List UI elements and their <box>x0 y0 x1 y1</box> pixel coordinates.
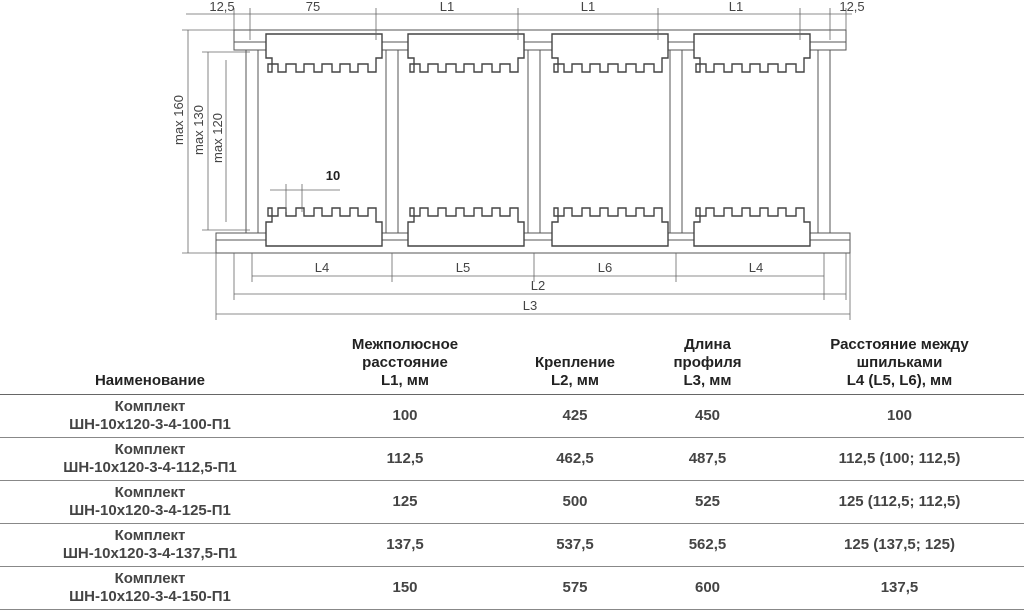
cell-l1: 125 <box>300 481 510 524</box>
table-row <box>0 567 1024 610</box>
header-line: профиля <box>673 354 742 371</box>
cell-name-line: Комплект <box>114 570 186 587</box>
dim-left-0: max 160 <box>171 95 186 145</box>
header-line: расстояние <box>362 354 448 371</box>
dim-bottom-2: L6 <box>597 260 613 275</box>
cell-name-line: ШН-10х120-3-4-112,5-П1 <box>63 459 237 476</box>
table-header-row <box>0 330 1024 395</box>
header-line: L1, мм <box>380 372 430 389</box>
busbar-top-profile <box>408 34 524 72</box>
header-name <box>0 330 300 395</box>
cell-l3: 487,5 <box>640 438 775 481</box>
header-l3 <box>640 330 775 395</box>
busbar-top-profile <box>694 34 810 72</box>
cell-l2: 500 <box>510 481 640 524</box>
cell-l1: 112,5 <box>300 438 510 481</box>
header-line: Длина <box>684 336 731 353</box>
cell-name-line: Комплект <box>114 484 186 501</box>
cell-name-line: ШН-10х120-3-4-100-П1 <box>69 416 231 433</box>
studs <box>246 50 830 233</box>
header-line: шпильками <box>856 354 943 371</box>
table-row <box>0 481 1024 524</box>
header-l4 <box>775 330 1024 395</box>
spec-table <box>0 330 1024 610</box>
cell-l4: 125 (137,5; 125) <box>775 524 1024 567</box>
table-row <box>0 395 1024 438</box>
header-line: L3, мм <box>683 372 732 389</box>
cell-name <box>0 395 300 438</box>
cell-l2: 425 <box>510 395 640 438</box>
header-line: Крепление <box>534 354 616 371</box>
cell-name-line: Комплект <box>114 398 186 415</box>
busbar-bottom-profile <box>552 208 668 246</box>
cell-l1: 150 <box>300 567 510 610</box>
cell-l2: 575 <box>510 567 640 610</box>
cell-l4: 137,5 <box>775 567 1024 610</box>
header-l1 <box>300 330 510 395</box>
cell-l3: 450 <box>640 395 775 438</box>
cell-l4: 100 <box>775 395 1024 438</box>
cell-name-line: ШН-10х120-3-4-150-П1 <box>69 588 231 605</box>
dim-bottom-3: L4 <box>748 260 764 275</box>
cell-name-line: Комплект <box>114 527 186 544</box>
cell-l1: 137,5 <box>300 524 510 567</box>
table-row <box>0 524 1024 567</box>
dim-top-0: 12,5 <box>209 0 235 14</box>
cell-l4: 112,5 (100; 112,5) <box>775 438 1024 481</box>
dim-top-4: L1 <box>728 0 744 14</box>
cell-l3: 525 <box>640 481 775 524</box>
busbar-bottom-profile <box>266 208 382 246</box>
cell-l2: 537,5 <box>510 524 640 567</box>
cell-l3: 600 <box>640 567 775 610</box>
dim-l3: L3 <box>522 298 538 313</box>
cell-name <box>0 567 300 610</box>
dim-l2: L2 <box>530 278 546 293</box>
dim-slot: 10 <box>325 168 341 183</box>
cell-l3: 562,5 <box>640 524 775 567</box>
dim-top-5: 12,5 <box>839 0 865 14</box>
cell-name <box>0 524 300 567</box>
cell-name-line: ШН-10х120-3-4-125-П1 <box>69 502 231 519</box>
dim-bottom-1: L5 <box>455 260 471 275</box>
dim-top-2: L1 <box>439 0 455 14</box>
cell-l4: 125 (112,5; 112,5) <box>775 481 1024 524</box>
header-l2 <box>510 330 640 395</box>
cell-name <box>0 481 300 524</box>
header-line: Расстояние между <box>830 336 969 353</box>
busbar-top-profile <box>552 34 668 72</box>
dim-left-1: max 130 <box>191 105 206 155</box>
busbar-top-profile <box>266 34 382 72</box>
header-line: Межполюсное <box>351 336 459 353</box>
dim-bottom-0: L4 <box>314 260 330 275</box>
cell-name <box>0 438 300 481</box>
dim-left-2: max 120 <box>210 113 225 163</box>
cell-l1: 100 <box>300 395 510 438</box>
header-line: Наименование <box>94 372 206 389</box>
dim-top-3: L1 <box>580 0 596 14</box>
cell-l2: 462,5 <box>510 438 640 481</box>
busbar-bottom-profile <box>408 208 524 246</box>
header-line: L4 (L5, L6), мм <box>846 372 953 389</box>
dim-top-1: 75 <box>305 0 321 14</box>
cell-name-line: Комплект <box>114 441 186 458</box>
header-line: L2, мм <box>550 372 600 389</box>
cell-name-line: ШН-10х120-3-4-137,5-П1 <box>62 545 238 562</box>
busbar-bottom-profile <box>694 208 810 246</box>
table-row <box>0 438 1024 481</box>
